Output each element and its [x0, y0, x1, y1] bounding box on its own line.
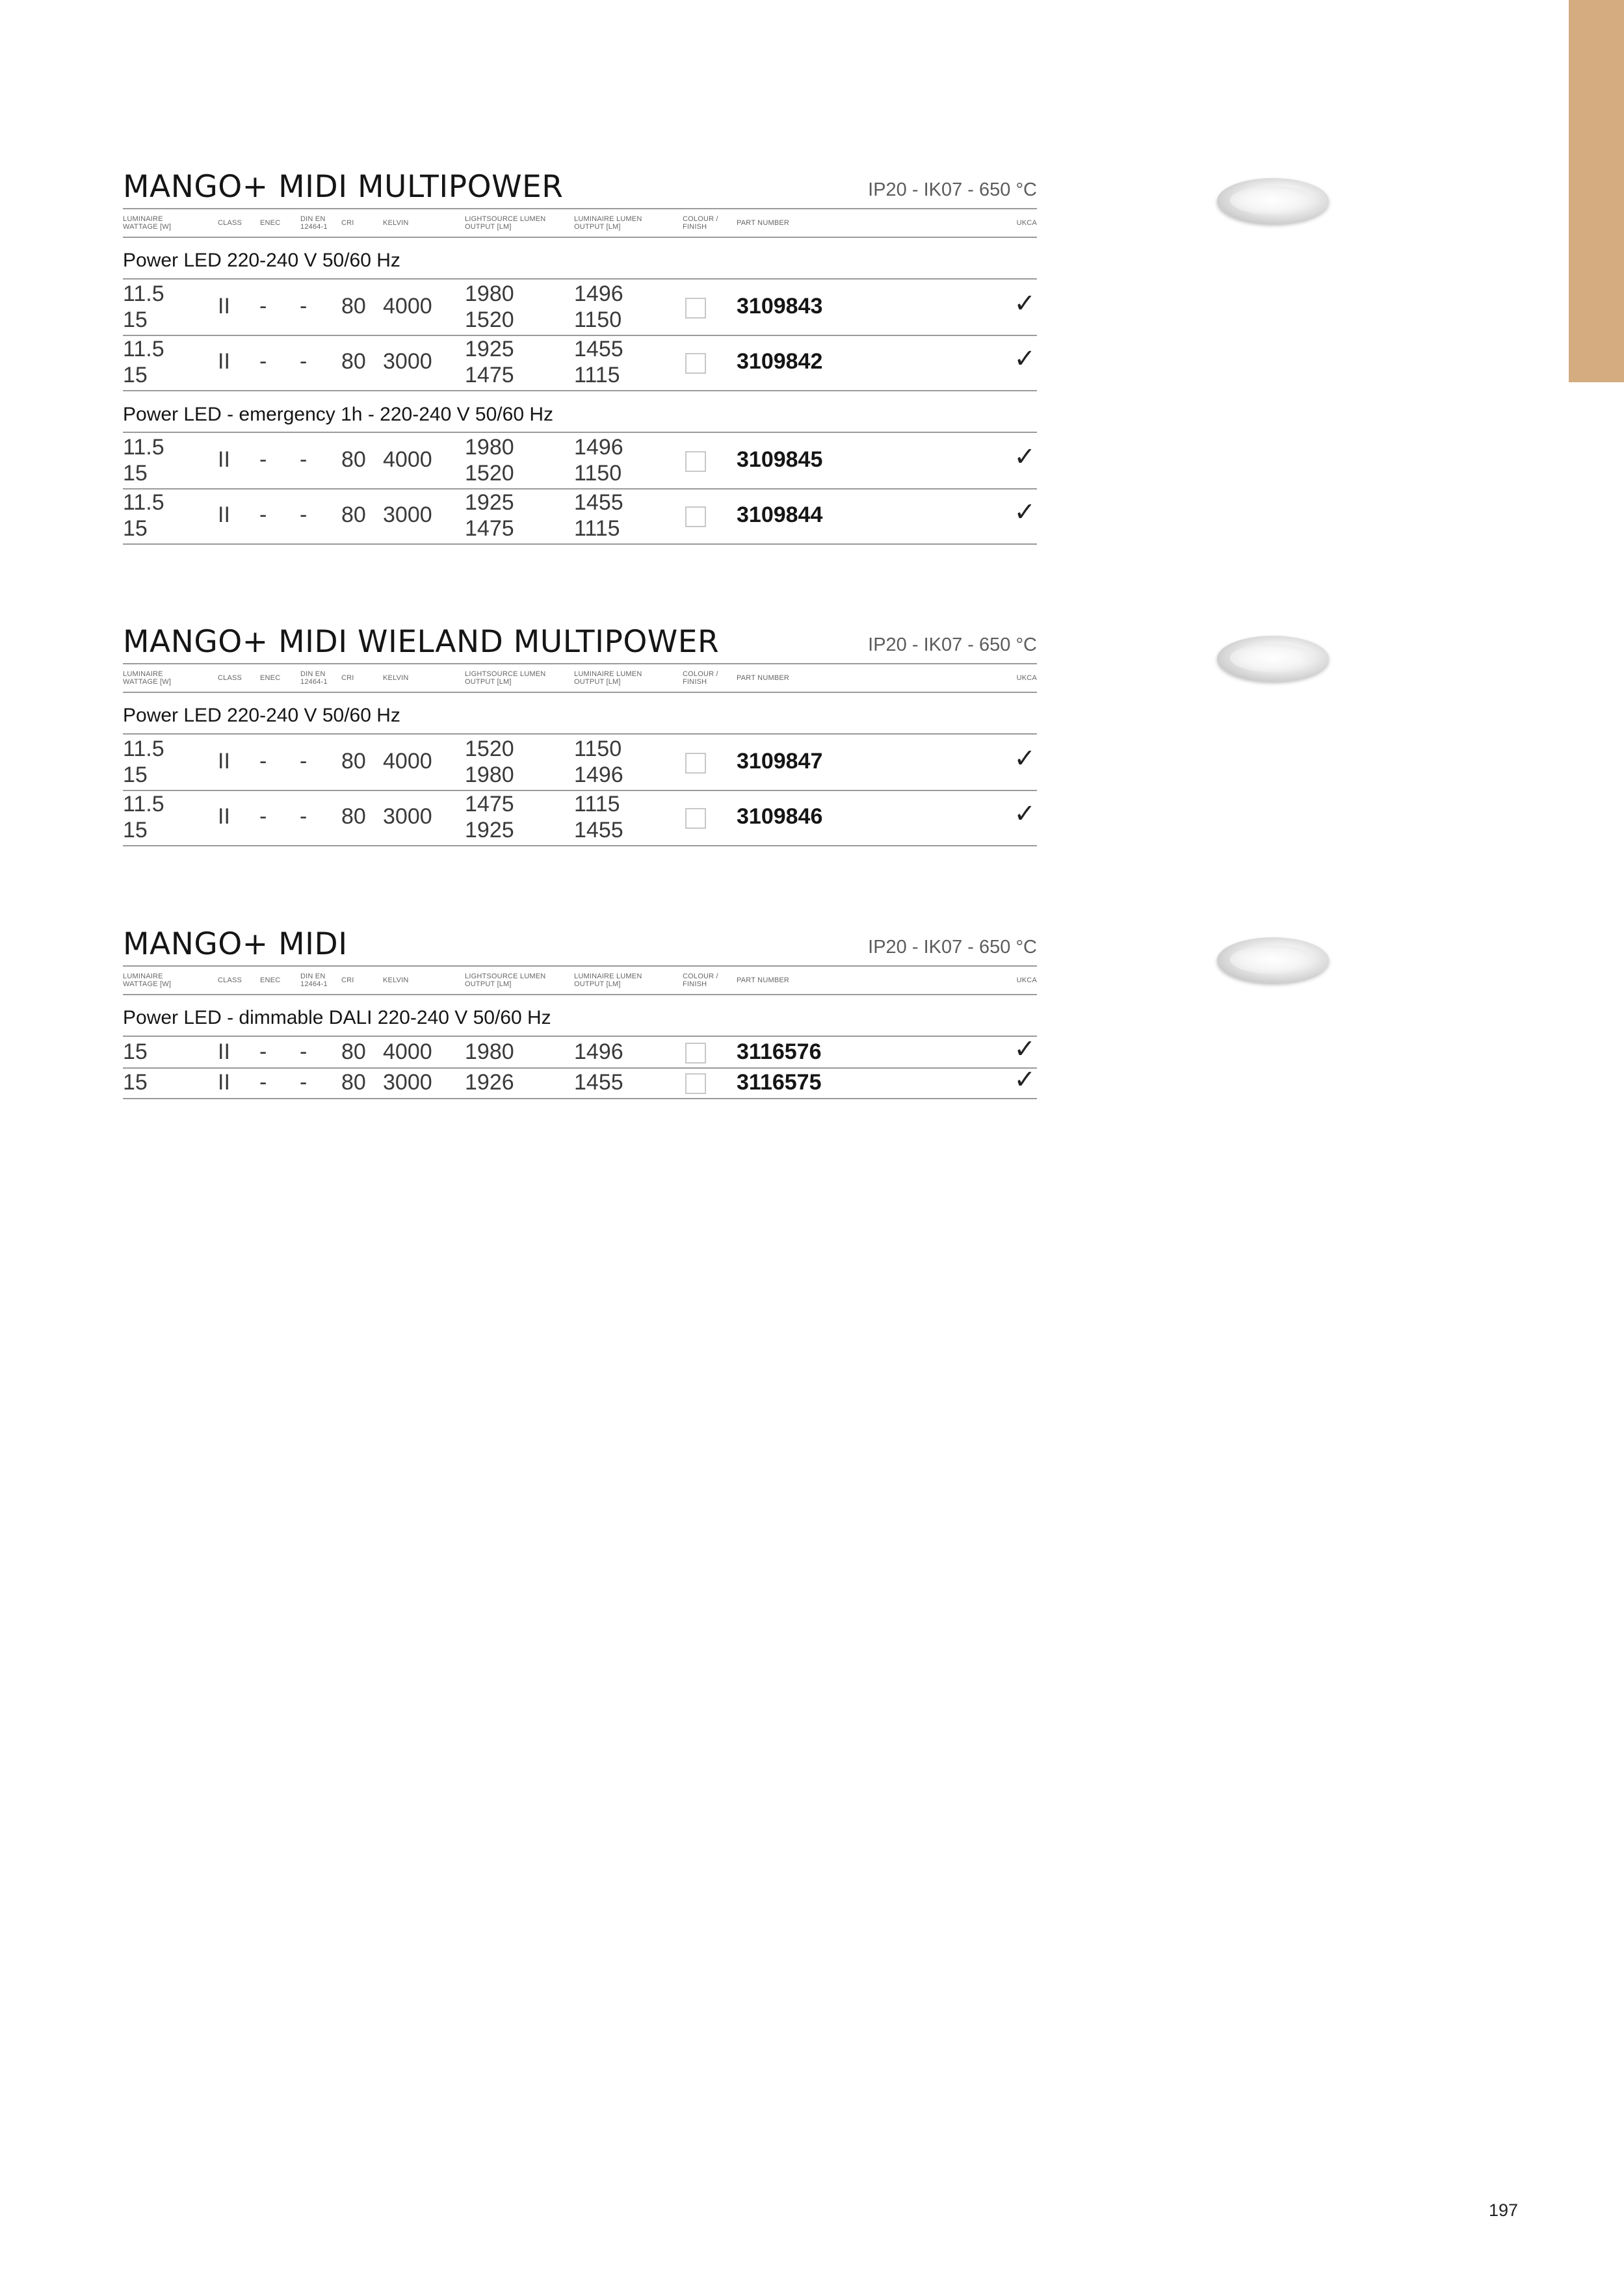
kelvin-value: 4000 — [383, 749, 432, 774]
col-finish: COLOUR / FINISH — [683, 215, 718, 231]
col-lightsource-lumen: LIGHTSOURCE LUMEN OUTPUT [LM] — [465, 215, 546, 231]
luminaire-lumen-value: 1115 1455 — [574, 792, 623, 842]
class-value: II — [218, 502, 230, 527]
chapter-tab — [1569, 0, 1624, 382]
lightsource-lumen-value: 1925 1475 — [465, 337, 514, 387]
product-image-lamp — [1217, 178, 1329, 224]
din-value: - — [300, 294, 308, 319]
kelvin-value: 3000 — [383, 502, 432, 527]
cri-value: 80 — [341, 349, 366, 374]
kelvin-value: 4000 — [383, 447, 432, 472]
lightsource-lumen-value: 1980 1520 — [465, 435, 514, 486]
class-value: II — [218, 349, 230, 374]
luminaire-lumen-value: 1455 1115 — [574, 490, 623, 541]
col-din: DIN EN 12464-1 — [300, 670, 328, 686]
col-kelvin: KELVIN — [383, 219, 409, 227]
page-number: 197 — [1489, 2200, 1519, 2220]
wattage-value: 11.5 15 — [123, 490, 164, 541]
product-section-3 — [123, 925, 1037, 1101]
product-section-2 — [123, 623, 1037, 850]
product-image-lamp — [1217, 636, 1329, 681]
table-row — [123, 733, 1037, 791]
finish-swatch — [685, 298, 706, 319]
table-row — [123, 1067, 1037, 1099]
column-headers — [123, 208, 1037, 238]
class-value: II — [218, 294, 230, 319]
col-finish: COLOUR / FINISH — [683, 670, 718, 686]
table-row — [123, 432, 1037, 489]
luminaire-lumen-value: 1455 1115 — [574, 337, 623, 387]
part-number: 3109845 — [737, 447, 823, 472]
kelvin-value: 3000 — [383, 349, 432, 374]
kelvin-value: 4000 — [383, 294, 432, 319]
cri-value: 80 — [341, 502, 366, 527]
table-row — [123, 1036, 1037, 1069]
table-row — [123, 278, 1037, 336]
lightsource-lumen-value: 1475 1925 — [465, 792, 514, 842]
cri-value: 80 — [341, 1039, 366, 1064]
kelvin-value: 4000 — [383, 1039, 432, 1064]
section-title: MANGO+ MIDI WIELAND MULTIPOWER — [123, 624, 720, 660]
ukca-check-icon: ✓ — [1014, 800, 1036, 828]
luminaire-lumen-value: 1455 — [574, 1070, 623, 1095]
finish-swatch — [685, 808, 706, 829]
ukca-check-icon: ✓ — [1014, 345, 1036, 373]
class-value: II — [218, 1039, 230, 1064]
col-enec: ENEC — [260, 976, 281, 984]
wattage-value: 11.5 15 — [123, 792, 164, 842]
lightsource-lumen-value: 1926 — [465, 1070, 514, 1095]
col-luminaire-lumen: LUMINAIRE LUMEN OUTPUT [LM] — [574, 670, 642, 686]
class-value: II — [218, 1070, 230, 1095]
col-cri: CRI — [341, 674, 354, 682]
col-finish: COLOUR / FINISH — [683, 972, 718, 988]
group-label: Power LED - dimmable DALI 220-240 V 50/60 Hz — [123, 1007, 551, 1028]
finish-swatch — [685, 451, 706, 472]
enec-value: - — [259, 1070, 267, 1095]
col-part-number: PART NUMBER — [737, 674, 790, 682]
col-part-number: PART NUMBER — [737, 219, 790, 227]
protection-rating: IP20 - IK07 - 650 °C — [868, 634, 1037, 655]
cri-value: 80 — [341, 447, 366, 472]
wattage-value: 15 — [123, 1039, 148, 1064]
wattage-value: 11.5 15 — [123, 435, 164, 486]
col-din: DIN EN 12464-1 — [300, 215, 328, 231]
col-class: CLASS — [218, 219, 242, 227]
finish-swatch — [685, 753, 706, 774]
lightsource-lumen-value: 1520 1980 — [465, 737, 514, 787]
col-ukca: UKCA — [1016, 674, 1037, 682]
protection-rating: IP20 - IK07 - 650 °C — [868, 179, 1037, 200]
luminaire-lumen-value: 1496 1150 — [574, 281, 623, 332]
class-value: II — [218, 749, 230, 774]
column-headers — [123, 965, 1037, 995]
part-number: 3109843 — [737, 294, 823, 319]
column-headers — [123, 663, 1037, 693]
cri-value: 80 — [341, 294, 366, 319]
enec-value: - — [259, 349, 267, 374]
din-value: - — [300, 1039, 308, 1064]
col-wattage: LUMINAIRE WATTAGE [W] — [123, 215, 172, 231]
col-din: DIN EN 12464-1 — [300, 972, 328, 988]
col-ukca: UKCA — [1016, 976, 1037, 984]
enec-value: - — [259, 749, 267, 774]
ukca-check-icon: ✓ — [1014, 1065, 1036, 1094]
col-luminaire-lumen: LUMINAIRE LUMEN OUTPUT [LM] — [574, 215, 642, 231]
kelvin-value: 3000 — [383, 1070, 432, 1095]
wattage-value: 15 — [123, 1070, 148, 1095]
col-part-number: PART NUMBER — [737, 976, 790, 984]
col-enec: ENEC — [260, 674, 281, 682]
din-value: - — [300, 1070, 308, 1095]
wattage-value: 11.5 15 — [123, 337, 164, 387]
din-value: - — [300, 804, 308, 829]
luminaire-lumen-value: 1150 1496 — [574, 737, 623, 787]
ukca-check-icon: ✓ — [1014, 1035, 1036, 1063]
col-luminaire-lumen: LUMINAIRE LUMEN OUTPUT [LM] — [574, 972, 642, 988]
col-lightsource-lumen: LIGHTSOURCE LUMEN OUTPUT [LM] — [465, 670, 546, 686]
cri-value: 80 — [341, 1070, 366, 1095]
din-value: - — [300, 447, 308, 472]
din-value: - — [300, 349, 308, 374]
col-wattage: LUMINAIRE WATTAGE [W] — [123, 670, 172, 686]
table-row — [123, 790, 1037, 846]
section-title: MANGO+ MIDI MULTIPOWER — [123, 169, 564, 205]
col-kelvin: KELVIN — [383, 674, 409, 682]
enec-value: - — [259, 294, 267, 319]
col-class: CLASS — [218, 976, 242, 984]
group-label: Power LED 220-240 V 50/60 Hz — [123, 250, 400, 271]
lightsource-lumen-value: 1980 1520 — [465, 281, 514, 332]
class-value: II — [218, 447, 230, 472]
col-enec: ENEC — [260, 219, 281, 227]
part-number: 3116575 — [737, 1070, 822, 1095]
finish-swatch — [685, 506, 706, 527]
enec-value: - — [259, 447, 267, 472]
product-image-lamp — [1217, 937, 1329, 983]
col-class: CLASS — [218, 674, 242, 682]
enec-value: - — [259, 804, 267, 829]
part-number: 3116576 — [737, 1039, 822, 1064]
group-label: Power LED 220-240 V 50/60 Hz — [123, 705, 400, 726]
kelvin-value: 3000 — [383, 804, 432, 829]
col-kelvin: KELVIN — [383, 976, 409, 984]
ukca-check-icon: ✓ — [1014, 289, 1036, 318]
wattage-value: 11.5 15 — [123, 737, 164, 787]
group-label: Power LED - emergency 1h - 220-240 V 50/60 Hz — [123, 404, 554, 425]
table-row — [123, 335, 1037, 391]
enec-value: - — [259, 1039, 267, 1064]
table-row — [123, 488, 1037, 545]
luminaire-lumen-value: 1496 1150 — [574, 435, 623, 486]
col-ukca: UKCA — [1016, 219, 1037, 227]
finish-swatch — [685, 1043, 706, 1063]
enec-value: - — [259, 502, 267, 527]
col-cri: CRI — [341, 976, 354, 984]
luminaire-lumen-value: 1496 — [574, 1039, 623, 1064]
col-cri: CRI — [341, 219, 354, 227]
part-number: 3109847 — [737, 749, 823, 774]
cri-value: 80 — [341, 749, 366, 774]
finish-swatch — [685, 353, 706, 374]
col-wattage: LUMINAIRE WATTAGE [W] — [123, 972, 172, 988]
ukca-check-icon: ✓ — [1014, 443, 1036, 471]
product-section-1 — [123, 168, 1037, 548]
part-number: 3109846 — [737, 804, 823, 829]
wattage-value: 11.5 15 — [123, 281, 164, 332]
ukca-check-icon: ✓ — [1014, 498, 1036, 527]
lightsource-lumen-value: 1980 — [465, 1039, 514, 1064]
lightsource-lumen-value: 1925 1475 — [465, 490, 514, 541]
part-number: 3109844 — [737, 502, 823, 527]
class-value: II — [218, 804, 230, 829]
protection-rating: IP20 - IK07 - 650 °C — [868, 937, 1037, 958]
cri-value: 80 — [341, 804, 366, 829]
din-value: - — [300, 749, 308, 774]
din-value: - — [300, 502, 308, 527]
ukca-check-icon: ✓ — [1014, 744, 1036, 773]
part-number: 3109842 — [737, 349, 823, 374]
col-lightsource-lumen: LIGHTSOURCE LUMEN OUTPUT [LM] — [465, 972, 546, 988]
section-title: MANGO+ MIDI — [123, 926, 348, 962]
finish-swatch — [685, 1073, 706, 1094]
